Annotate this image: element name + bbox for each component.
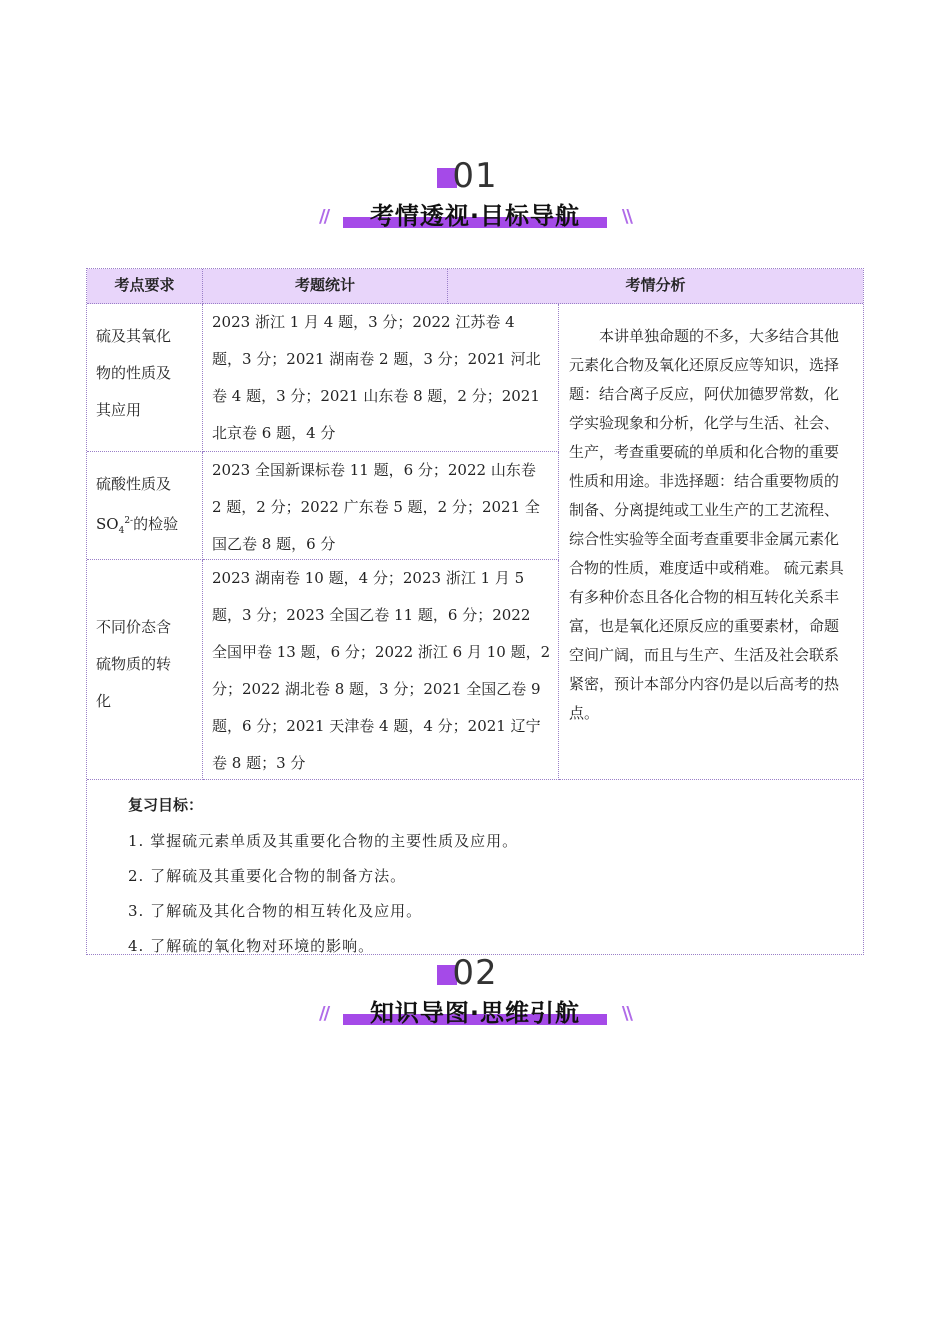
section-number-wrap: [435, 955, 515, 995]
stat-line: 北京卷 6 题，4 分: [212, 424, 336, 442]
slash-decoration-icon: //: [319, 1003, 329, 1024]
stat-line: 分；2022 湖北卷 8 题，3 分；2021 全国乙卷 9: [212, 680, 541, 698]
topic-line: 硫物质的转: [96, 655, 172, 673]
topic-cell-1: [87, 304, 203, 452]
stat-line: 2023 湖南卷 10 题，4 分；2023 浙江 1 月 5: [212, 569, 525, 587]
table-header-topic: 考点要求: [87, 269, 203, 304]
stat-line: 题，6 分；2021 天津卷 4 题，4 分；2021 辽宁: [212, 717, 541, 735]
section-title-wrap: [319, 196, 631, 232]
topic-line: 化: [96, 692, 112, 710]
stat-line: 卷 4 题，3 分；2021 山东卷 8 题，2 分；2021: [212, 387, 540, 405]
stats-cell-1: [203, 304, 559, 452]
section-title-wrap: [319, 993, 631, 1029]
section-heading-2: [0, 955, 950, 1035]
table-header-analysis: 考情分析: [448, 269, 863, 304]
analysis-cell: 本讲单独命题的不多，大多结合其他元素化合物及氧化还原反应等知识，选择题：结合离子反应，阿伏加德罗常数，化学实验现象和分析，化学与生活、社会、生产，考查重要硫的单质和化合物的重要性质和用途。非选择题：结合重要物质的制备、分离提纯或工业生产的工艺流程、综合性实验等全面考查重要非金属元素化合物的性质，难度适中或稍难。 硫元素具有多种价态且各化合物的相互转化关系丰富，也是氧化还原反应的重要素材，命题空间广阔，而且与生产、生活及社会联系紧密，预计本部分内容仍是以后高考的热点。: [559, 304, 863, 780]
stats-cell-2: [203, 452, 559, 560]
stat-line: 卷 8 题；3 分: [212, 754, 306, 772]
stat-line: 题，3 分；2023 全国乙卷 11 题，6 分；2022: [212, 606, 531, 624]
section-number: 02: [452, 953, 498, 993]
topic-line-so4: $SO_4^{2-}$的检验: [96, 515, 179, 536]
backslash-decoration-icon: \\: [621, 206, 631, 227]
goal-item: 3. 了解硫及其化合物的相互转化及应用。: [128, 902, 423, 920]
goal-item: 4. 了解硫的氧化物对环境的影响。: [128, 937, 375, 955]
stats-cell-3: [203, 560, 559, 780]
goal-item: 1. 掌握硫元素单质及其重要化合物的主要性质及应用。: [128, 832, 519, 850]
topic-line: 其应用: [96, 401, 142, 419]
stat-line: 题，3 分；2021 湖南卷 2 题，3 分；2021 河北: [212, 350, 541, 368]
review-goals: [87, 780, 863, 954]
stat-line: 国乙卷 8 题，6 分: [212, 535, 336, 553]
topic-cell-2: [87, 452, 203, 560]
topic-line: 不同价态含: [96, 618, 172, 636]
section-heading-1: [0, 158, 950, 238]
section-title: 知识导图·思维引航: [369, 999, 581, 1027]
stat-line: 2023 浙江 1 月 4 题，3 分；2022 江苏卷 4: [212, 313, 515, 331]
topic-line: 硫及其氧化: [96, 327, 172, 345]
topic-line: 物的性质及: [96, 364, 172, 382]
table-header-stats: 考题统计: [203, 269, 448, 304]
backslash-decoration-icon: \\: [621, 1003, 631, 1024]
stat-line: 全国甲卷 13 题，6 分；2022 浙江 6 月 10 题，2: [212, 643, 551, 661]
exam-analysis-table: [86, 268, 864, 955]
section-title: 考情透视·目标导航: [369, 202, 581, 230]
topic-line: 硫酸性质及: [96, 475, 172, 493]
section-number: 01: [452, 156, 498, 196]
stat-line: 2 题，2 分；2022 广东卷 5 题，2 分；2021 全: [212, 498, 540, 516]
goals-title: 复习目标：: [128, 796, 204, 814]
slash-decoration-icon: //: [319, 206, 329, 227]
goal-item: 2. 了解硫及其重要化合物的制备方法。: [128, 867, 407, 885]
topic-cell-3: [87, 560, 203, 780]
stat-line: 2023 全国新课标卷 11 题，6 分；2022 山东卷: [212, 461, 536, 479]
section-number-wrap: [435, 158, 515, 198]
